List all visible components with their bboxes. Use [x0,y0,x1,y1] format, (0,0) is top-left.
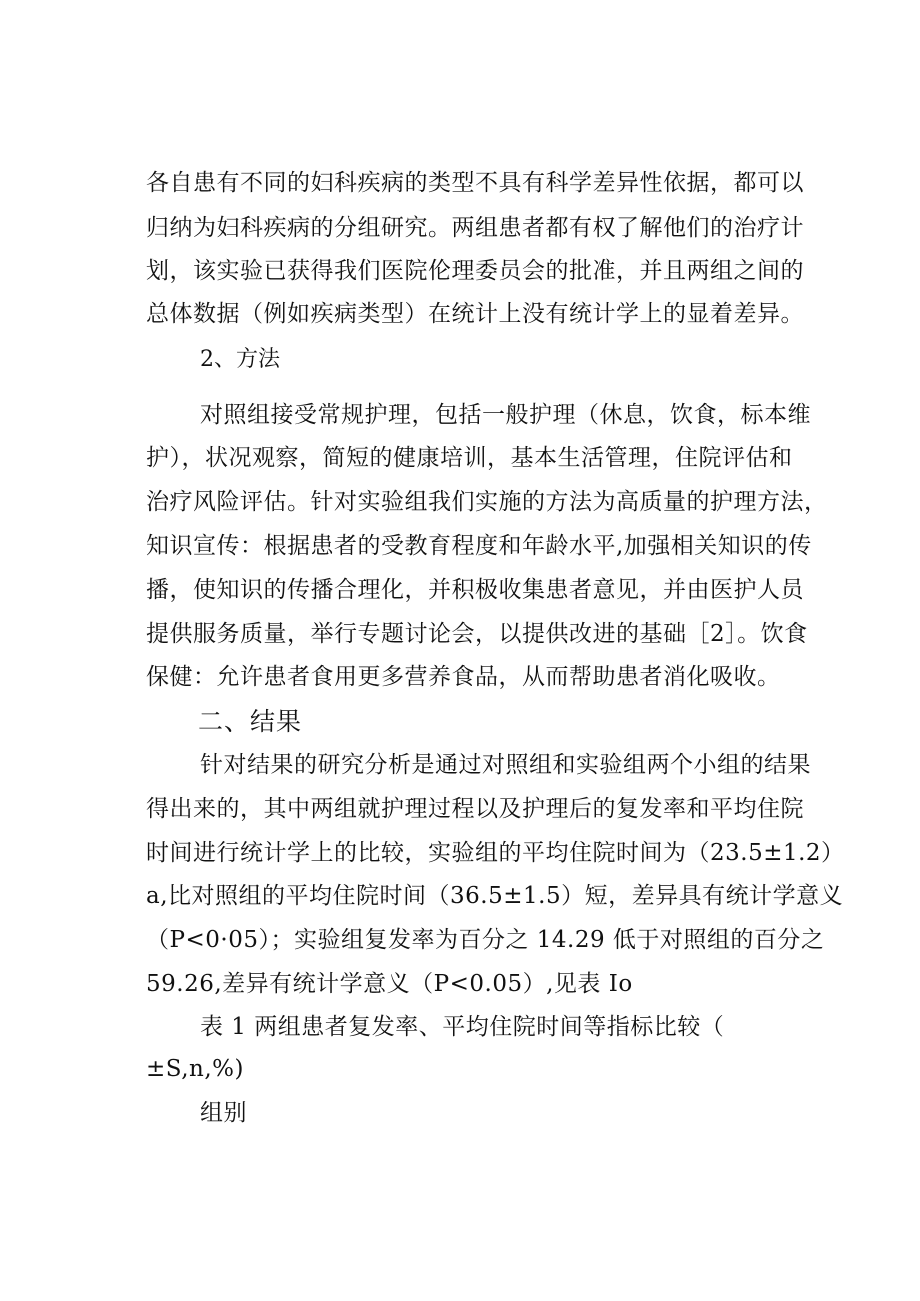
intro-line-3: 划，该实验已获得我们医院伦理委员会的批准，并且两组之间的 [146,258,804,284]
methods-line-4: 知识宣传：根据患者的受教育程度和年龄水平,加强相关知识的传 [146,533,812,559]
methods-line-7: 保健：允许患者食用更多营养食品，从而帮助患者消化吸收。 [146,664,781,690]
results-line-2: 得出来的，其中两组就护理过程以及护理后的复发率和平均住院 [146,796,804,822]
methods-line-2: 护），状况观察，简短的健康培训，基本生活管理，住院评估和 [146,445,793,471]
methods-line-6: 提供服务质量，举行专题讨论会，以提供改进的基础［2］。饮食 [146,621,808,647]
methods-line-5: 播，使知识的传播合理化，并积极收集患者意见，并由医护人员 [146,577,804,603]
methods-line-3: 治疗风险评估。针对实验组我们实施的方法为高质量的护理方法， [146,489,828,515]
results-line-1: 针对结果的研究分析是通过对照组和实验组两个小组的结果 [200,752,811,778]
results-heading: 二、结果 [198,707,303,736]
intro-line-4: 总体数据（例如疾病类型）在统计上没有统计学上的显着差异。 [146,301,804,327]
results-line-3: 时间进行统计学上的比较，实验组的平均住院时间为（23.5±1.2） [146,840,845,866]
table-header-group: 组别 [200,1100,247,1126]
table-caption-line-2: ±S,n,%) [146,1056,244,1082]
results-line-6: 59.26,差异有统计学意义（P<0.05）,见表 Io [146,971,633,997]
intro-line-2: 归纳为妇科疾病的分组研究。两组患者都有权了解他们的治疗计 [146,215,804,241]
methods-line-1: 对照组接受常规护理，包括一般护理（休息，饮食，标本维 [200,402,811,428]
results-line-4: a,比对照组的平均住院时间（36.5±1.5）短，差异具有统计学意义 [146,883,844,909]
methods-heading: 2、方法 [200,347,280,372]
table-caption-line-1: 表 1 两组患者复发率、平均住院时间等指标比较（ [200,1014,725,1040]
results-line-5: （P<0·05）；实验组复发率为百分之 14.29 低于对照组的百分之 [146,927,825,953]
intro-line-1: 各自患有不同的妇科疾病的类型不具有科学差异性依据，都可以 [146,170,804,196]
